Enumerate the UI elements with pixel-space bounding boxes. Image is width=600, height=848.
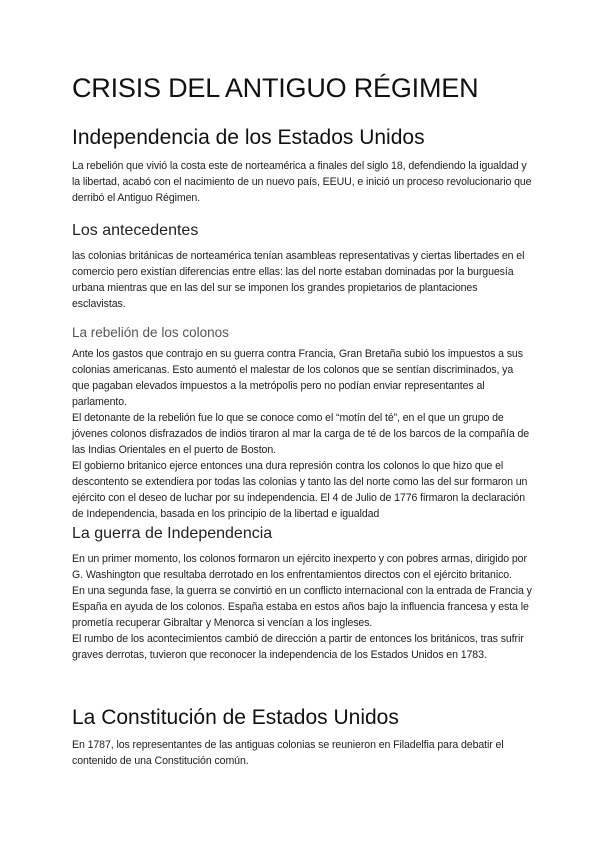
rebelion-paragraph-3: El gobierno britanico ejerce entonces una dura represión contra los colonos lo que hizo que el descontento se extendiera por todas las colonias y tanto las del norte como las del sur formaron un ejército con el deseo de luchar por su independencia. El 4 de Julio de 1776 firmaron la declaración de Independencia, basada en los principio de la libertad e igualdad bbox=[72, 460, 528, 520]
guerra-paragraph-2: En una segunda fase, la guerra se convirtió en un conflicto internacional con la entrada de Francia y España en ayuda de los colonos. España estaba en estos años bajo la influencia francesa y esta le prometía recuperar Gibraltar y Menorca si vencían a los ingleses. bbox=[72, 585, 532, 629]
heading-constitucion: La Constitución de Estados Unidos bbox=[72, 706, 399, 729]
rebelion-text bbox=[72, 346, 532, 522]
constitucion-paragraph: En 1787, los representantes de las antiguas colonias se reunieron en Filadelfia para debatir el contenido de una Constitución común. bbox=[72, 739, 504, 767]
antecedentes-paragraph: las colonias británicas de norteamérica tenían asambleas representativas y ciertas libertades en el comercio pero existían diferencias entre ellas: las del norte estaban dominadas por la burguesía urbana mientras que en las del sur se imponen los grandes propietarios de plantaciones esclavistas. bbox=[72, 250, 525, 310]
heading-rebelion: La rebelión de los colonos bbox=[72, 325, 229, 340]
guerra-paragraph-3: El rumbo de los acontecimientos cambió de dirección a partir de entonces los británicos, tras sufrir graves derrotas, tuvieron que reconocer la independencia de los Estados Unidos en 1783. bbox=[72, 633, 524, 661]
rebelion-paragraph-2: El detonante de la rebelión fue lo que se conoce como el “motín del té”, en el que un grupo de jóvenes colonos disfrazados de indios tiraron al mar la carga de té de los barcos de la compañía de las Indias Orientales en el puerto de Boston. bbox=[72, 412, 530, 456]
guerra-text bbox=[72, 551, 532, 663]
heading-guerra: La guerra de Independencia bbox=[72, 525, 273, 542]
section-heading-independencia: Independencia de los Estados Unidos bbox=[72, 126, 425, 149]
rebelion-paragraph-1: Ante los gastos que contrajo en su guerra contra Francia, Gran Bretaña subió los impuestos a sus colonias americanas. Esto aumentó el malestar de los colonos que se sentían discriminados, ya que pagaban elevados impuestos a la metrópolis pero no podían enviar representantes al parlamento. bbox=[72, 348, 523, 408]
guerra-paragraph-1: En un primer momento, los colonos formaron un ejército inexperto y con pobres armas, dirigido por G. Washington que resultaba derrotado en los enfrentamientos directos con el ejército britanico. bbox=[72, 553, 527, 581]
intro-paragraph: La rebelión que vivió la costa este de norteamérica a finales del siglo 18, defendiendo la igualdad y la libertad, acabó con el nacimiento de un nuevo país, EEUU, e inició un proceso revolucionario que derribó el Antiguo Régimen. bbox=[72, 160, 532, 204]
heading-antecedentes: Los antecedentes bbox=[72, 222, 199, 239]
page-title: CRISIS DEL ANTIGUO RÉGIMEN bbox=[72, 73, 479, 103]
